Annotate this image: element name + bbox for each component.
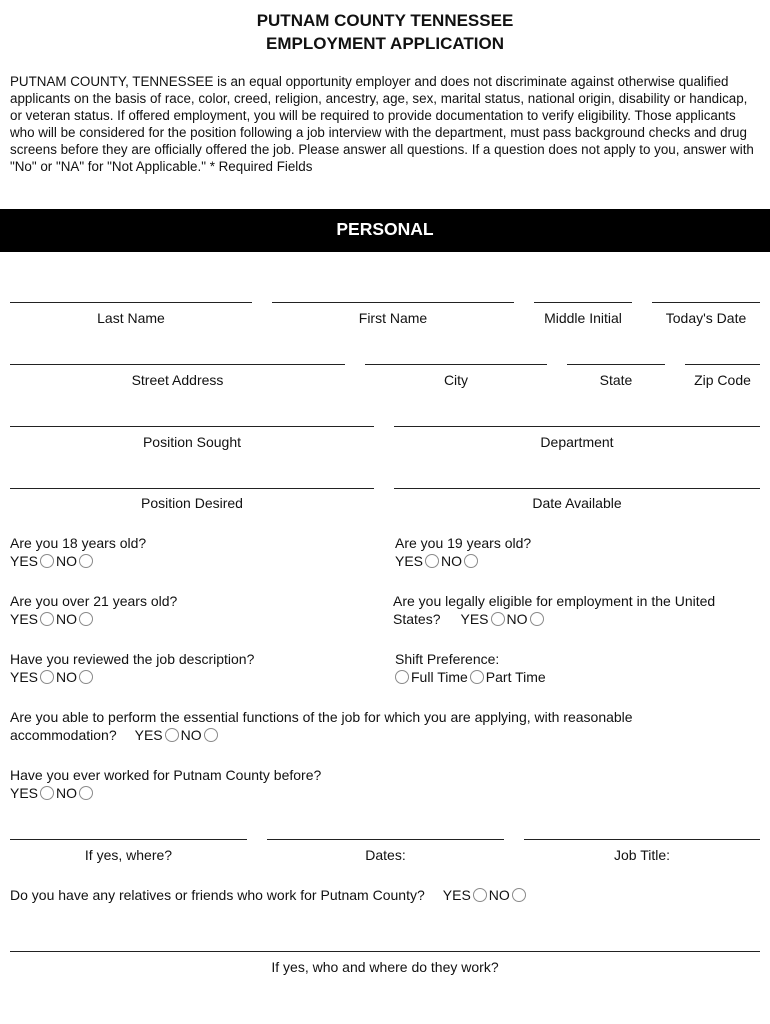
position-sought-label: Position Sought xyxy=(142,434,242,450)
full-time-label: Full Time xyxy=(411,669,468,685)
part-time-label: Part Time xyxy=(485,669,546,685)
date-available-field[interactable] xyxy=(394,488,760,489)
no-label: NO xyxy=(56,669,78,685)
department-label: Department xyxy=(540,434,614,450)
yes-label: YES xyxy=(10,611,39,627)
no-label: NO xyxy=(506,611,528,627)
reviewed-yes-radio[interactable] xyxy=(40,670,54,684)
over21-yes-radio[interactable] xyxy=(40,612,54,626)
last-name-label: Last Name xyxy=(97,310,165,326)
state-label: State xyxy=(599,372,633,388)
zip-code-label: Zip Code xyxy=(694,372,751,388)
reviewed-no-radio[interactable] xyxy=(79,670,93,684)
perform-no-radio[interactable] xyxy=(204,728,218,742)
form-title-line2: EMPLOYMENT APPLICATION xyxy=(266,34,504,53)
yes-label: YES xyxy=(10,553,39,569)
question-age-18: Are you 18 years old? YES NO xyxy=(10,535,147,569)
yes-label: YES xyxy=(10,785,39,801)
question-perform-functions: Are you able to perform the essential functions of the job for which you are applying, with reasonable accommodation? YES NO xyxy=(10,709,633,743)
part-time-radio[interactable] xyxy=(470,670,484,684)
no-label: NO xyxy=(488,887,510,903)
age18-yes-radio[interactable] xyxy=(40,554,54,568)
no-label: NO xyxy=(180,727,202,743)
position-desired-field[interactable] xyxy=(10,488,374,489)
previous-dates-field[interactable] xyxy=(267,839,504,840)
city-label: City xyxy=(443,372,469,388)
first-name-field[interactable] xyxy=(272,302,514,303)
relatives-yes-radio[interactable] xyxy=(473,888,487,902)
date-available-label: Date Available xyxy=(532,495,622,511)
eligible-no-radio[interactable] xyxy=(530,612,544,626)
relatives-details-field[interactable] xyxy=(10,951,760,952)
street-address-field[interactable] xyxy=(10,364,345,365)
previous-job-title-label: Job Title: xyxy=(613,847,671,863)
relatives-no-radio[interactable] xyxy=(512,888,526,902)
middle-initial-field[interactable] xyxy=(534,302,632,303)
yes-label: YES xyxy=(134,727,163,743)
street-address-label: Street Address xyxy=(131,372,224,388)
position-desired-label: Position Desired xyxy=(141,495,243,511)
full-time-radio[interactable] xyxy=(395,670,409,684)
no-label: NO xyxy=(56,611,78,627)
first-name-label: First Name xyxy=(358,310,428,326)
age19-no-radio[interactable] xyxy=(464,554,478,568)
age18-no-radio[interactable] xyxy=(79,554,93,568)
department-field[interactable] xyxy=(394,426,760,427)
section-header-personal: PERSONAL xyxy=(0,209,770,252)
yes-label: YES xyxy=(460,611,489,627)
yes-label: YES xyxy=(395,553,424,569)
previous-job-title-field[interactable] xyxy=(524,839,760,840)
question-over-21: Are you over 21 years old? YES NO xyxy=(10,593,178,627)
question-relatives: Do you have any relatives or friends who work for Putnam County? YES NO xyxy=(10,886,528,904)
intro-paragraph: PUTNAM COUNTY, TENNESSEE is an equal opportunity employer and does not discriminate against otherwise qualified applicants on the basis of race, color, creed, religion, ancestry, age, sex, marital status, national origin, disability or handicap, or veteran status. If offered employment, you will be required to provide documentation to verify eligibility. Those applicants who will be considered for the position following a job interview with the department, must pass background checks and drug screens before they are officially offered the job. Please answer all questions. If a question does not apply to you, answer with "No" or "NA" for "Not Applicable." * Required Fields xyxy=(10,74,754,174)
age19-yes-radio[interactable] xyxy=(425,554,439,568)
yes-label: YES xyxy=(10,669,39,685)
worked-before-yes-radio[interactable] xyxy=(40,786,54,800)
todays-date-label: Today's Date xyxy=(665,310,747,326)
last-name-field[interactable] xyxy=(10,302,252,303)
position-sought-field[interactable] xyxy=(10,426,374,427)
question-shift-preference: Shift Preference: Full Time Part Time xyxy=(395,651,546,685)
worked-before-no-radio[interactable] xyxy=(79,786,93,800)
question-reviewed-job: Have you reviewed the job description? YES NO xyxy=(10,651,255,685)
previous-dates-label: Dates: xyxy=(365,847,406,863)
perform-yes-radio[interactable] xyxy=(165,728,179,742)
question-worked-before: Have you ever worked for Putnam County before? YES NO xyxy=(10,767,322,801)
zip-code-field[interactable] xyxy=(685,364,760,365)
state-field[interactable] xyxy=(567,364,665,365)
city-field[interactable] xyxy=(365,364,547,365)
todays-date-field[interactable] xyxy=(652,302,760,303)
previous-where-field[interactable] xyxy=(10,839,247,840)
relatives-details-label: If yes, who and where do they work? xyxy=(271,959,499,975)
no-label: NO xyxy=(56,553,78,569)
previous-where-label: If yes, where? xyxy=(84,847,173,863)
form-title-line1: PUTNAM COUNTY TENNESSEE xyxy=(256,11,514,30)
middle-initial-label: Middle Initial xyxy=(544,310,622,326)
over21-no-radio[interactable] xyxy=(79,612,93,626)
no-label: NO xyxy=(441,553,463,569)
question-legally-eligible: Are you legally eligible for employment in the United States? YES NO xyxy=(393,593,716,627)
question-age-19: Are you 19 years old? YES NO xyxy=(395,535,532,569)
yes-label: YES xyxy=(442,887,471,903)
eligible-yes-radio[interactable] xyxy=(491,612,505,626)
no-label: NO xyxy=(56,785,78,801)
